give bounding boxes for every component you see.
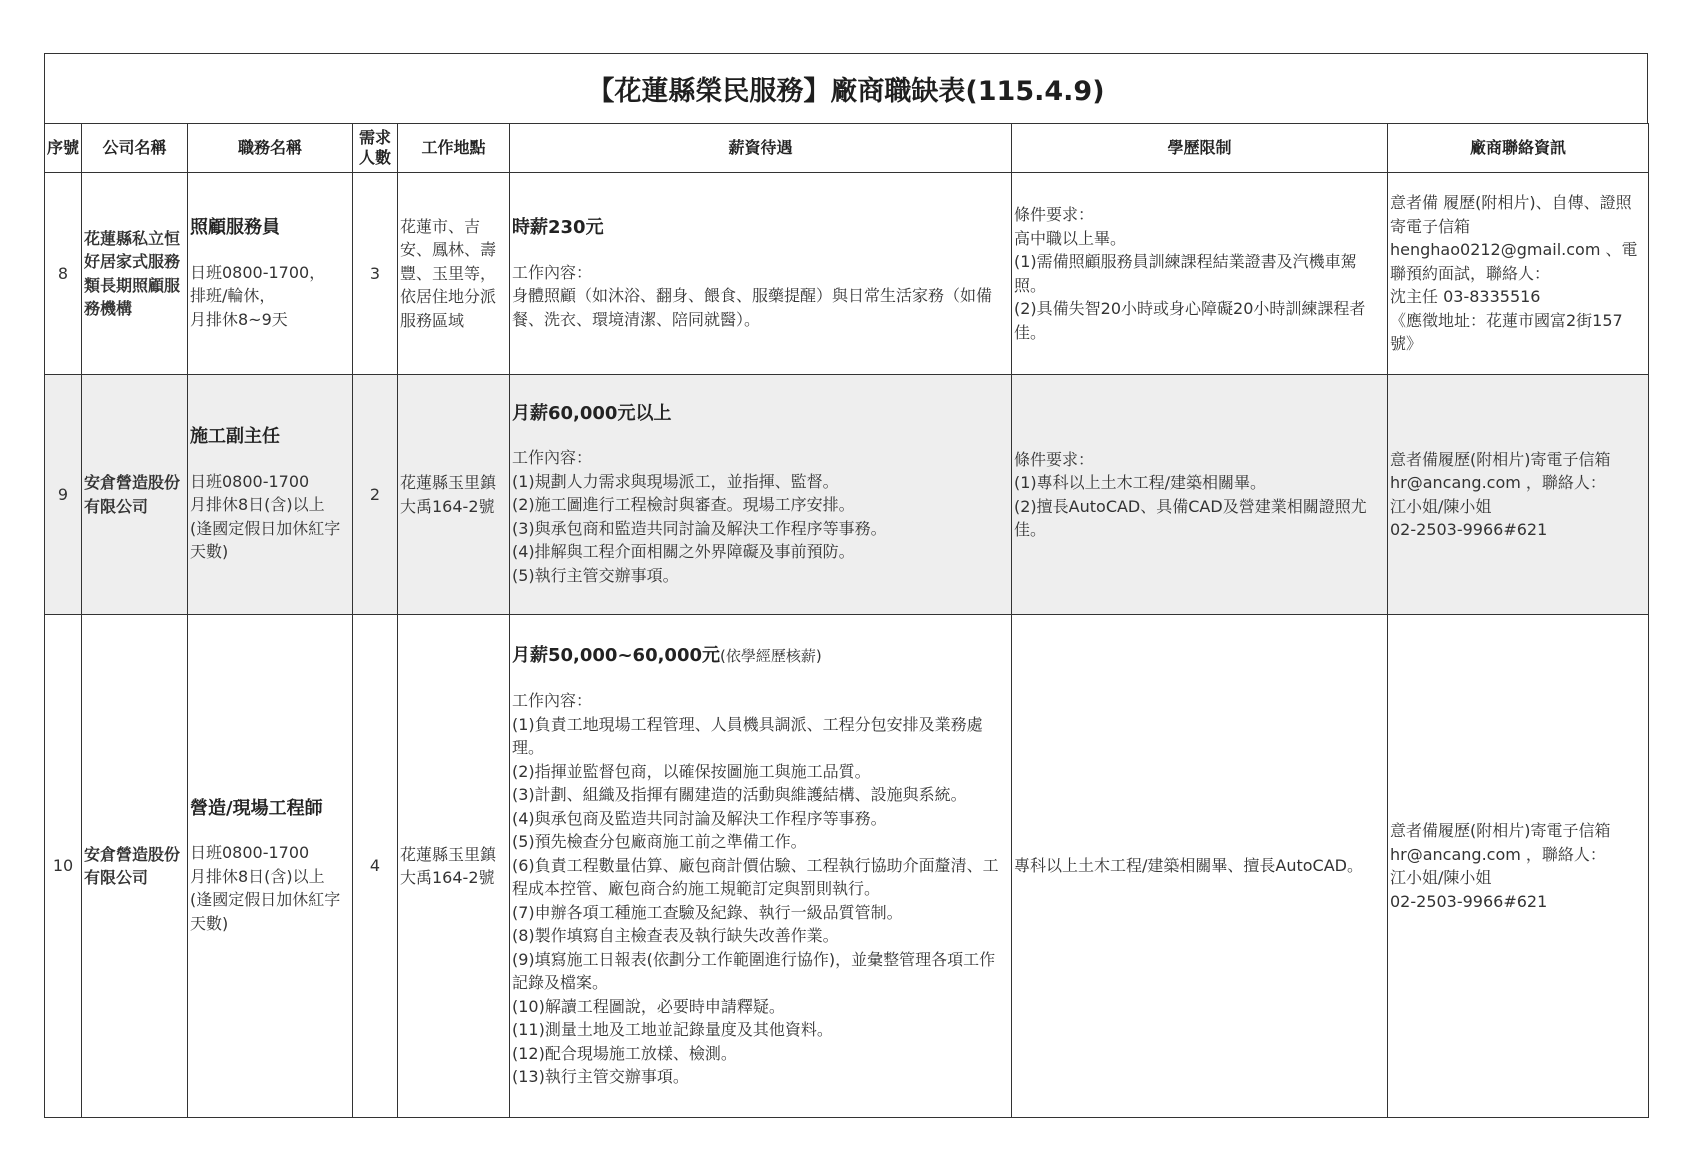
duty-item: (11)測量土地及工地並記錄量度及其他資料。 [512,1020,833,1039]
contact-line: 意者備履歷(附相片)寄電子信箱 [1390,821,1611,840]
work-location: 花蓮市、吉安、鳳林、壽豐、玉里等，依居住地分派服務區域 [398,173,510,375]
duty-item: (1)負責工地現場工程管理、人員機具調派、工程分包安排及業務處理。 [512,714,983,757]
education-line: 高中職以上畢。 [1014,228,1127,248]
table-row [45,173,1649,375]
header-row [45,124,1649,173]
duties-label: 工作內容： [512,262,593,282]
education-line: 條件要求： [1014,449,1095,469]
schedule-line: 月排休8日(含)以上 [190,495,325,515]
contact-email[interactable]: hr@ancang.com ，聯絡人： [1390,844,1606,864]
schedule-line: 日班0800-1700， [190,262,326,282]
contact-phone: 02-2503-9966#621 [1390,520,1548,539]
education-cell [1012,375,1388,615]
schedule-line: 月排休8日(含)以上 [190,866,325,886]
duty-item: (4)與承包商及監造共同討論及解決工作程序等事務。 [512,808,887,828]
job-title: 營造/現場工程師 [190,797,323,819]
education-line: (1)需備照顧服務員訓練課程結業證書及汽機車駕照。 [1014,252,1357,295]
work-location: 花蓮縣玉里鎮大禹164-2號 [398,615,510,1118]
duty-item: (5)預先檢查分包廠商施工前之準備工作。 [512,832,807,851]
contact-phone: 沈主任 03-8335516 [1390,287,1541,307]
education-line: (2)擅長AutoCAD、具備CAD及營建業相關證照尤佳。 [1014,496,1367,539]
duty-item: 身體照顧（如沐浴、翻身、餵食、服藥提醒）與日常生活家務（如備餐、洗衣、環境清潔、陪同就醫）。 [512,286,993,329]
schedule-line: 日班0800-1700 [190,843,310,863]
job-title: 照顧服務員 [190,217,280,238]
company-name: 安倉營造股份有限公司 [82,375,188,615]
salary-note: (依學經歷核薪) [720,646,822,665]
salary-cell [510,173,1012,375]
header-company: 公司名稱 [82,124,188,173]
page-title: 【花蓮縣榮民服務】廠商職缺表(115.4.9) [44,53,1648,123]
header-location: 工作地點 [398,124,510,173]
header-job: 職務名稱 [188,124,353,173]
duty-item: (10)解讀工程圖說，必要時申請釋疑。 [512,996,785,1016]
salary-amount: 月薪50,000~60,000元 [512,644,721,666]
headcount: 2 [353,375,398,615]
duty-item: (7)申辦各項工種施工查驗及紀錄、執行一級品質管制。 [512,902,903,922]
contact-line: 意者備 履歷(附相片)、自傳、證照 寄電子信箱 [1390,193,1632,236]
duty-item: (3)與承包商和監造共同討論及解決工作程序等事務。 [512,518,887,538]
job-table [44,123,1649,1118]
header-contact: 廠商聯絡資訊 [1388,124,1649,173]
duty-item: (1)規劃人力需求與現場派工，並指揮、監督。 [512,471,839,491]
schedule-line: (逢國定假日加休紅字天數) [190,890,341,933]
duty-item: (4)排解與工程介面相關之外界障礙及事前預防。 [512,542,855,562]
duty-item: (12)配合現場施工放樣、檢測。 [512,1043,737,1063]
contact-email[interactable]: henghao0212@gmail.com 、電聯預約面試，聯絡人： [1390,240,1638,283]
duty-item: (13)執行主管交辦事項。 [512,1067,689,1086]
job-cell [188,173,353,375]
company-name: 花蓮縣私立恒好居家式服務類長期照顧服務機構 [82,173,188,375]
header-seq: 序號 [45,124,82,173]
contact-address: 《應徵地址：花蓮市國富2街157號》 [1390,310,1623,354]
contact-person: 江小姐/陳小姐 [1390,868,1492,887]
header-education: 學歷限制 [1012,124,1388,173]
duty-item: (5)執行主管交辦事項。 [512,565,679,585]
contact-line: 意者備履歷(附相片)寄電子信箱 [1390,449,1611,469]
salary-amount: 時薪230元 [512,217,604,238]
education-line: (2)具備失智20小時或身心障礙20小時訓練課程者佳。 [1014,299,1366,342]
duties-label: 工作內容： [512,691,593,710]
education-cell [1012,173,1388,375]
salary-cell [510,615,1012,1118]
education-line: 專科以上土木工程/建築相關畢、擅長AutoCAD。 [1014,856,1363,876]
job-vacancy-sheet [44,53,1648,1118]
duties-label: 工作內容： [512,448,593,468]
row-seq: 10 [45,615,82,1118]
duty-item: (6)負責工程數量估算、廠包商計價估驗、工程執行協助介面釐清、工程成本控管、廠包商合約施工規範訂定與罰則執行。 [512,855,999,898]
contact-person: 江小姐/陳小姐 [1390,496,1492,516]
duty-item: (8)製作填寫自主檢查表及執行缺失改善作業。 [512,926,839,945]
contact-cell [1388,615,1649,1118]
row-seq: 9 [45,375,82,615]
schedule-line: 月排休8~9天 [190,309,288,329]
job-cell [188,615,353,1118]
schedule-line: 排班/輪休， [190,286,276,305]
education-line: 條件要求： [1014,205,1095,224]
table-row [45,615,1649,1118]
table-row [45,375,1649,615]
row-seq: 8 [45,173,82,375]
schedule-line: 日班0800-1700 [190,471,310,491]
work-location: 花蓮縣玉里鎮大禹164-2號 [398,375,510,615]
header-count: 需求人數 [353,124,398,173]
duty-item: (9)填寫施工日報表(依劃分工作範圍進行協作)，並彙整管理各項工作記錄及檔案。 [512,949,996,992]
header-salary: 薪資待遇 [510,124,1012,173]
salary-amount: 月薪60,000元以上 [512,402,672,424]
job-cell [188,375,353,615]
contact-phone: 02-2503-9966#621 [1390,891,1548,911]
schedule-line: (逢國定假日加休紅字天數) [190,518,341,562]
company-name: 安倉營造股份有限公司 [82,615,188,1118]
contact-email[interactable]: hr@ancang.com ，聯絡人： [1390,473,1606,492]
job-title: 施工副主任 [190,426,280,448]
salary-cell [510,375,1012,615]
headcount: 4 [353,615,398,1118]
contact-cell [1388,375,1649,615]
contact-cell [1388,173,1649,375]
education-cell [1012,615,1388,1118]
duty-item: (2)施工圖進行工程檢討與審查。現場工序安排。 [512,495,855,515]
education-line: (1)專科以上土木工程/建築相關畢。 [1014,473,1267,492]
duty-item: (2)指揮並監督包商，以確保按圖施工與施工品質。 [512,761,871,781]
duty-item: (3)計劃、組織及指揮有關建造的活動與維護結構、設施與系統。 [512,785,967,804]
headcount: 3 [353,173,398,375]
